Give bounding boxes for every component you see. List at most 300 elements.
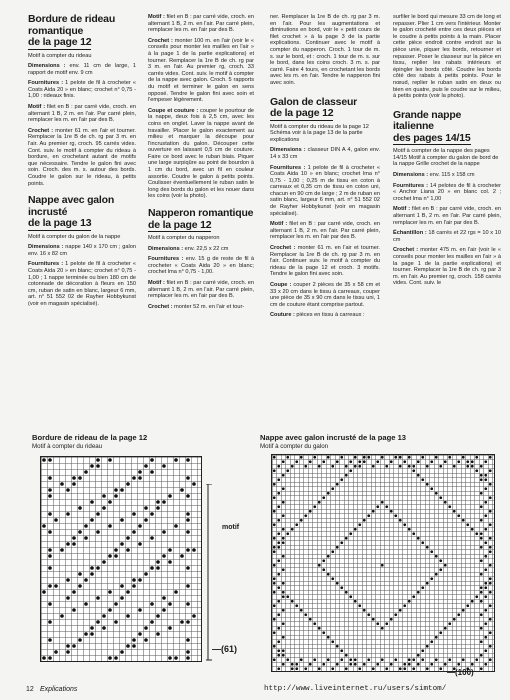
filled-cell — [150, 512, 154, 516]
filled-cell — [162, 464, 166, 468]
filled-cell — [174, 656, 178, 660]
filled-cell — [372, 465, 375, 468]
filled-cell — [372, 667, 375, 670]
chart1-bracket — [206, 484, 222, 664]
filled-cell — [90, 566, 94, 570]
filled-cell — [345, 654, 348, 657]
filled-cell — [273, 550, 276, 553]
filled-cell — [102, 626, 106, 630]
paragraph-key: Échantillon : — [393, 230, 427, 237]
filled-cell — [186, 638, 190, 642]
chart2-dots — [272, 455, 494, 671]
filled-cell — [466, 465, 469, 468]
filled-cell — [295, 663, 298, 666]
chart2-grid — [271, 454, 495, 672]
paragraph-key: Fournitures : — [148, 256, 184, 263]
filled-cell — [132, 644, 136, 648]
filled-cell — [120, 584, 124, 588]
filled-cell — [144, 518, 148, 522]
filled-cell — [186, 476, 190, 480]
filled-cell — [399, 456, 402, 459]
filled-cell — [336, 645, 339, 648]
filled-cell — [363, 609, 366, 612]
filled-cell — [403, 663, 406, 666]
filled-cell — [273, 582, 276, 585]
filled-cell — [48, 512, 52, 516]
filled-cell — [309, 460, 312, 463]
filled-cell — [277, 519, 280, 522]
filled-cell — [114, 548, 118, 552]
filled-cell — [327, 573, 330, 576]
filled-cell — [48, 620, 52, 624]
filled-cell — [322, 663, 325, 666]
filled-cell — [168, 560, 172, 564]
paragraph-key: Dimensions : — [148, 245, 184, 252]
filled-cell — [162, 500, 166, 504]
filled-cell — [484, 501, 487, 504]
paragraph: Dimensions : nappe 140 x 170 cm ; galon env. 16 x 82 cm — [28, 244, 136, 257]
filled-cell — [108, 608, 112, 612]
filled-cell — [484, 541, 487, 544]
filled-cell — [484, 595, 487, 598]
filled-cell — [475, 532, 478, 535]
filled-cell — [345, 591, 348, 594]
filled-cell — [168, 656, 172, 660]
filled-cell — [331, 577, 334, 580]
filled-cell — [399, 609, 402, 612]
heading-line: de la page 12 — [28, 36, 92, 48]
filled-cell — [90, 500, 94, 504]
filled-cell — [42, 458, 46, 462]
filled-cell — [349, 469, 352, 472]
filled-cell — [126, 644, 130, 648]
filled-cell — [489, 550, 492, 553]
column-2 — [148, 14, 254, 314]
filled-cell — [277, 492, 280, 495]
filled-cell — [291, 663, 294, 666]
filled-cell — [313, 622, 316, 625]
filled-cell — [417, 654, 420, 657]
filled-cell — [394, 658, 397, 661]
filled-cell — [66, 650, 70, 654]
filled-cell — [60, 548, 64, 552]
filled-cell — [295, 460, 298, 463]
filled-cell — [484, 568, 487, 571]
filled-cell — [48, 530, 52, 534]
filled-cell — [291, 600, 294, 603]
filled-cell — [358, 604, 361, 607]
filled-cell — [390, 618, 393, 621]
filled-cell — [484, 474, 487, 477]
filled-cell — [304, 465, 307, 468]
paragraph-key: Crochet : — [148, 37, 173, 44]
filled-cell — [48, 476, 52, 480]
subheading: Motif à compter de la nappe des pages 14/15 Motif à compter du galon de bord de la nappe Grille crochet de la nappe — [393, 148, 499, 168]
filled-cell — [327, 658, 330, 661]
filled-cell — [480, 532, 483, 535]
filled-cell — [345, 465, 348, 468]
filled-cell — [138, 476, 142, 480]
filled-cell — [430, 663, 433, 666]
filled-cell — [138, 608, 142, 612]
filled-cell — [394, 613, 397, 616]
filled-cell — [66, 578, 70, 582]
filled-cell — [336, 546, 339, 549]
paragraph-key: Fournitures : — [393, 182, 428, 189]
filled-cell — [408, 658, 411, 661]
filled-cell — [273, 510, 276, 513]
filled-cell — [390, 663, 393, 666]
filled-cell — [367, 456, 370, 459]
filled-cell — [150, 470, 154, 474]
filled-cell — [186, 530, 190, 534]
filled-cell — [412, 465, 415, 468]
paragraph-key: Motif : — [148, 280, 165, 286]
filled-cell — [277, 532, 280, 535]
paragraph: Fournitures : 1 pelote de fil à crocheter « Coats Aida 20 » en blanc; crochet n° 0,75 - 1,00 : rideaux finis. — [28, 80, 136, 100]
filled-cell — [48, 554, 52, 558]
filled-cell — [484, 460, 487, 463]
filled-cell — [295, 523, 298, 526]
heading-nappe-galon — [28, 195, 136, 231]
filled-cell — [300, 456, 303, 459]
filled-cell — [108, 554, 112, 558]
filled-cell — [484, 663, 487, 666]
filled-cell — [277, 505, 280, 508]
filled-cell — [349, 532, 352, 535]
filled-cell — [90, 572, 94, 576]
filled-cell — [66, 488, 70, 492]
filled-cell — [327, 492, 330, 495]
filled-cell — [408, 465, 411, 468]
filled-cell — [48, 584, 52, 588]
page-footer — [0, 686, 510, 700]
filled-cell — [72, 644, 76, 648]
paragraph: Crochet : monter 100 m. en l'air (voir le « conseils pour monter les mailles en l'air » à la page 1 de la partie explications) et tourner. Remplacer la 1re B de ch. rg par 3 m. en l'air. Au premier rg, croch. 33 carrés vides. Cont. suiv. le motif à compter de la nappe avec galon. Croch. 5 rapports du motif et terminer le galon en sens opposé. Tendre le galon fini avec soin et l'empeser légèrement. — [148, 37, 254, 104]
heading-line: Nappe avec galon — [28, 194, 115, 207]
filled-cell — [489, 591, 492, 594]
filled-cell — [322, 559, 325, 562]
filled-cell — [484, 609, 487, 612]
filled-cell — [286, 532, 289, 535]
filled-cell — [484, 478, 487, 481]
filled-cell — [421, 541, 424, 544]
filled-cell — [295, 604, 298, 607]
filled-cell — [273, 456, 276, 459]
subheading: Motif à compter du galon de la nappe — [28, 233, 121, 240]
filled-cell — [282, 537, 285, 540]
filled-cell — [403, 667, 406, 670]
filled-cell — [186, 458, 190, 462]
chart1-marker-text: (61) — [221, 644, 238, 654]
filled-cell — [480, 492, 483, 495]
filled-cell — [186, 518, 190, 522]
filled-cell — [162, 554, 166, 558]
paragraph-group — [28, 244, 136, 307]
filled-cell — [412, 532, 415, 535]
filled-cell — [358, 667, 361, 670]
filled-cell — [282, 555, 285, 558]
paragraph: Dimensions : env. 11 cm de large, 1 rapport de motif env. 9 cm — [28, 63, 136, 76]
filled-cell — [336, 582, 339, 585]
filled-cell — [174, 590, 178, 594]
filled-cell — [286, 469, 289, 472]
filled-cell — [277, 541, 280, 544]
filled-cell — [282, 474, 285, 477]
paragraph: Fournitures : env. 15 g de reste de fil à crocheter « Coats Aida 20 » en blanc; crochet lma n° 0,75 - 1,00. — [148, 256, 254, 276]
filled-cell — [174, 524, 178, 528]
filled-cell — [277, 649, 280, 652]
filled-cell — [162, 530, 166, 534]
paragraph: Dimensions : env. 22,5 x 22 cm — [148, 245, 229, 252]
filled-cell — [331, 667, 334, 670]
filled-cell — [412, 469, 415, 472]
filled-cell — [381, 627, 384, 630]
filled-cell — [156, 500, 160, 504]
filled-cell — [282, 528, 285, 531]
filled-cell — [126, 536, 130, 540]
filled-cell — [480, 613, 483, 616]
filled-cell — [462, 609, 465, 612]
filled-cell — [340, 478, 343, 481]
filled-cell — [444, 627, 447, 630]
filled-cell — [430, 487, 433, 490]
filled-cell — [168, 548, 172, 552]
filled-cell — [277, 559, 280, 562]
filled-cell — [417, 474, 420, 477]
paragraph-key: Crochet : — [270, 245, 296, 252]
filled-cell — [475, 469, 478, 472]
heading-line: Napperon romantique — [148, 207, 254, 220]
filled-cell — [444, 663, 447, 666]
filled-cell — [457, 514, 460, 517]
filled-cell — [345, 537, 348, 540]
filled-cell — [457, 460, 460, 463]
filled-cell — [66, 512, 70, 516]
filled-cell — [138, 470, 142, 474]
filled-cell — [60, 614, 64, 618]
filled-cell — [412, 595, 415, 598]
filled-cell — [435, 636, 438, 639]
filled-cell — [480, 559, 483, 562]
filled-cell — [462, 519, 465, 522]
filled-cell — [340, 658, 343, 661]
filled-cell — [186, 656, 190, 660]
filled-cell — [277, 465, 280, 468]
filled-cell — [313, 456, 316, 459]
filled-cell — [102, 560, 106, 564]
heading-line: Galon de classeur — [270, 95, 358, 108]
filled-cell — [174, 458, 178, 462]
filled-cell — [484, 622, 487, 625]
filled-cell — [430, 640, 433, 643]
page-number: 12 — [26, 686, 34, 693]
paragraph: Coupe : couper 2 pièces de 35 x 58 cm et 33 x 20 cm dans le tissu à carreaux, couper une pièce de 35 x 90 cm dans le tissu uni, 1 cm de couture étant comprise partout. — [270, 282, 380, 308]
filled-cell — [385, 465, 388, 468]
filled-cell — [394, 456, 397, 459]
filled-cell — [304, 514, 307, 517]
filled-cell — [466, 523, 469, 526]
paragraph-key: Fournitures : — [28, 261, 64, 268]
filled-cell — [480, 465, 483, 468]
filled-cell — [48, 458, 52, 462]
paragraph: Crochet : monter 61 m. en l'air et tourner. Remplacer la 1re B de ch. rg par 3 m. en l'air. Continuer suiv. le motif à compter du rideau de la page 12 et croch. 3 motifs. Tendre le galon fini avec soin. — [270, 245, 380, 278]
heading-napperon — [148, 208, 254, 232]
paragraph: Échantillon : 18 carrés et 22 rgs = 10 x 10 cm — [393, 230, 501, 243]
filled-cell — [54, 584, 58, 588]
filled-cell — [448, 622, 451, 625]
paragraph: Motif : filet en B : par carré vide, croch. en alternant 1 B, 2 m. en l'air. Par carré plein, remplacer les m. en l'air par des B. — [148, 14, 254, 34]
paragraph: Crochet : monter 475 m. en l'air (voir le « conseils pour monter les mailles en l'air » à la page 1 de la partie explications) et tourner. Remplacer la 1re B de ch. rg par 3 m. en l'air. Au premier rg, croch. 158 carrés vides. Cont. suiv. le — [393, 247, 501, 287]
filled-cell — [168, 602, 172, 606]
filled-cell — [421, 658, 424, 661]
filled-cell — [318, 627, 321, 630]
filled-cell — [390, 510, 393, 513]
filled-cell — [132, 476, 136, 480]
paragraph-key: Motif : — [28, 104, 46, 111]
filled-cell — [322, 568, 325, 571]
filled-cell — [480, 600, 483, 603]
filled-cell — [484, 649, 487, 652]
filled-cell — [273, 523, 276, 526]
filled-cell — [480, 591, 483, 594]
filled-cell — [367, 514, 370, 517]
filled-cell — [385, 505, 388, 508]
filled-cell — [363, 519, 366, 522]
filled-cell — [48, 602, 52, 606]
filled-cell — [327, 555, 330, 558]
filled-cell — [435, 492, 438, 495]
filled-cell — [277, 654, 280, 657]
filled-cell — [426, 667, 429, 670]
filled-cell — [291, 667, 294, 670]
filled-cell — [300, 658, 303, 661]
filled-cell — [480, 519, 483, 522]
filled-cell — [273, 546, 276, 549]
filled-cell — [430, 550, 433, 553]
filled-cell — [295, 667, 298, 670]
filled-cell — [439, 496, 442, 499]
filled-cell — [273, 469, 276, 472]
filled-cell — [480, 654, 483, 657]
filled-cell — [144, 572, 148, 576]
filled-cell — [90, 632, 94, 636]
filled-cell — [108, 656, 112, 660]
heading-line: de la page 12 — [270, 107, 334, 120]
heading-grande-nappe — [393, 110, 501, 146]
filled-cell — [484, 636, 487, 639]
paragraph-group — [270, 14, 380, 87]
filled-cell — [430, 577, 433, 580]
filled-cell — [144, 464, 148, 468]
filled-cell — [471, 528, 474, 531]
filled-cell — [273, 496, 276, 499]
filled-cell — [336, 483, 339, 486]
filled-cell — [48, 656, 52, 660]
filled-cell — [48, 548, 52, 552]
filled-cell — [150, 566, 154, 570]
filled-cell — [376, 460, 379, 463]
filled-cell — [313, 505, 316, 508]
filled-cell — [282, 514, 285, 517]
filled-cell — [349, 595, 352, 598]
chart2-marker-text: (100) — [455, 668, 474, 677]
filled-cell — [475, 595, 478, 598]
filled-cell — [138, 632, 142, 636]
filled-cell — [403, 604, 406, 607]
filled-cell — [417, 537, 420, 540]
paragraph-key: Coupe : — [270, 282, 292, 288]
filled-cell — [345, 667, 348, 670]
filled-cell — [421, 649, 424, 652]
filled-cell — [354, 663, 357, 666]
filled-cell — [426, 483, 429, 486]
filled-cell — [372, 510, 375, 513]
filled-cell — [108, 500, 112, 504]
filled-cell — [291, 465, 294, 468]
filled-cell — [489, 546, 492, 549]
filled-cell — [399, 519, 402, 522]
filled-cell — [132, 584, 136, 588]
filled-cell — [466, 460, 469, 463]
filled-cell — [412, 667, 415, 670]
heading-line: de la page 13 — [28, 217, 92, 230]
filled-cell — [180, 620, 184, 624]
filled-cell — [340, 649, 343, 652]
filled-cell — [435, 573, 438, 576]
filled-cell — [150, 602, 154, 606]
filled-cell — [186, 584, 190, 588]
filled-cell — [90, 518, 94, 522]
paragraph-key: Motif : — [148, 14, 165, 20]
filled-cell — [78, 506, 82, 510]
heading-line: Grande nappe — [393, 108, 462, 121]
filled-cell — [489, 564, 492, 567]
filled-cell — [489, 483, 492, 486]
filled-cell — [394, 514, 397, 517]
filled-cell — [381, 564, 384, 567]
heading-line: romantique — [28, 24, 84, 37]
filled-cell — [273, 483, 276, 486]
filled-cell — [84, 602, 88, 606]
filled-cell — [448, 658, 451, 661]
paragraph: Motif : filet en B : par carré vide, croch. en alternant 1 B, 2 m. en l'air. Par carré plein, remplacer les m. en l'air par des B. — [393, 206, 501, 226]
heading-line: de la page 12 — [148, 218, 212, 231]
filled-cell — [54, 650, 58, 654]
filled-cell — [273, 577, 276, 580]
filled-cell — [186, 512, 190, 516]
filled-cell — [186, 566, 190, 570]
paragraph: Crochet : monter 52 m. en l'air et tour- — [148, 303, 245, 310]
filled-cell — [120, 650, 124, 654]
filled-cell — [358, 523, 361, 526]
filled-cell — [439, 667, 442, 670]
filled-cell — [349, 663, 352, 666]
filled-cell — [66, 596, 70, 600]
filled-cell — [381, 658, 384, 661]
filled-cell — [331, 550, 334, 553]
filled-cell — [102, 506, 106, 510]
filled-cell — [322, 496, 325, 499]
filled-cell — [277, 667, 280, 670]
filled-cell — [340, 456, 343, 459]
filled-cell — [156, 566, 160, 570]
heading-line: des pages 14/15 — [393, 131, 471, 144]
filled-cell — [120, 488, 124, 492]
filled-cell — [156, 506, 160, 510]
filled-cell — [96, 464, 100, 468]
filled-cell — [132, 512, 136, 516]
